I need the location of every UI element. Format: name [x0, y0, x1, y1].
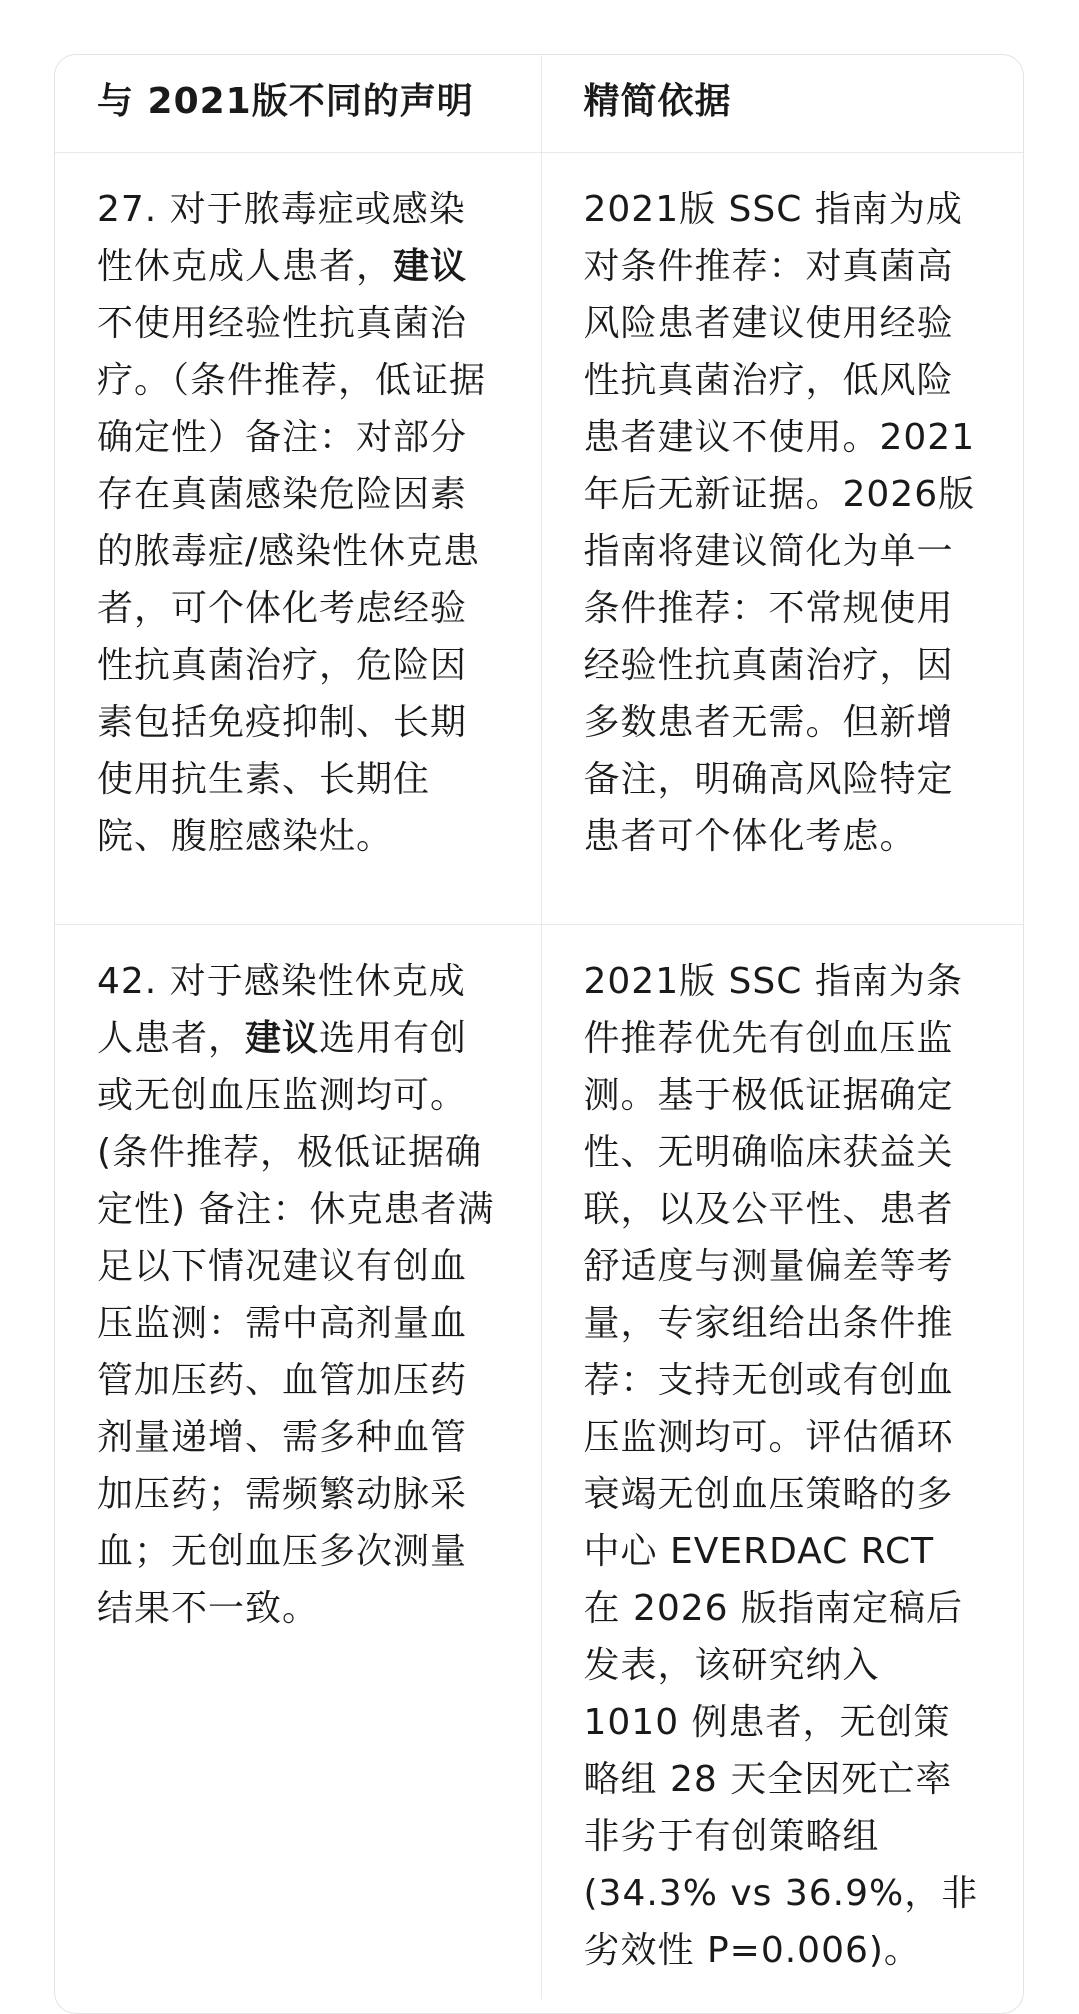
statement-cell — [55, 152, 541, 924]
table-header-row — [55, 55, 1023, 152]
recommendation-strength: 建议 — [393, 245, 468, 287]
header-statement: 与 2021版不同的声明 — [55, 55, 541, 152]
statement-text: 42. 对于感染性休克成人患者， — [97, 960, 466, 1059]
rationale-cell: 2021版 SSC 指南为成对条件推荐：对真菌高风险患者建议使用经验性抗真菌治疗，低风险患者建议不使用。2021年后无新证据。2026版指南将建议简化为单一条件推荐：不常规使用经验性抗真菌治疗，因多数患者无需。但新增备注，明确高风险特定患者可个体化考虑。 — [541, 152, 1023, 924]
comparison-table — [55, 55, 1023, 1999]
statement-text: 27. 对于脓毒症或感染性休克成人患者， — [97, 188, 466, 287]
statement-text: 选用有创或无创血压监测均可。(条件推荐，极低证据确定性) 备注：休克患者满足以下情况建议有创血压监测：需中高剂量血管加压药、血管加压药剂量递增、需多种血管加压药；需频繁动脉采血；无创血压多次测量结果不一致。 — [97, 1017, 495, 1629]
statement-cell — [55, 924, 541, 1999]
header-rationale: 精简依据 — [541, 55, 1023, 152]
rationale-cell: 2021版 SSC 指南为条件推荐优先有创血压监测。基于极低证据确定性、无明确临床获益关联，以及公平性、患者舒适度与测量偏差等考量，专家组给出条件推荐：支持无创或有创血压监测均可。评估循环衰竭无创血压策略的多中心 EVERDAC RCT 在 2026 版指南定稿后发表，该研究纳入 1010 例患者，无创策略组 28 天全因死亡率非劣于有创策略组 (34.3% vs 36.9%，非劣效性 P=0.006)。 — [541, 924, 1023, 1999]
table-row — [55, 152, 1023, 924]
recommendation-strength: 建议 — [245, 1017, 320, 1059]
table-row — [55, 924, 1023, 1999]
comparison-table-container — [54, 54, 1024, 2014]
statement-text: 不使用经验性抗真菌治疗。（条件推荐，低证据确定性）备注：对部分存在真菌感染危险因素的脓毒症/感染性休克患者，可个体化考虑经验性抗真菌治疗，危险因素包括免疫抑制、长期使用抗生素、长期住院、腹腔感染灶。 — [97, 302, 487, 857]
